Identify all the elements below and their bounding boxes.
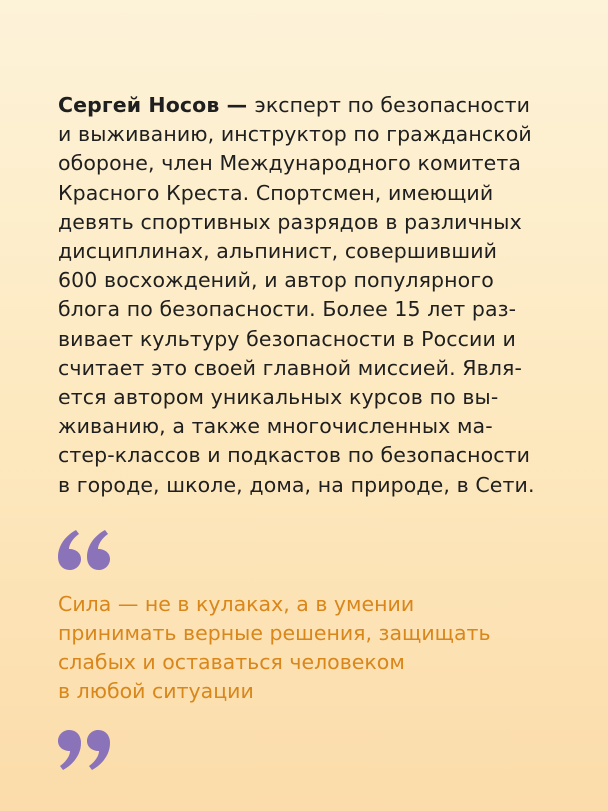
- bio-line: вивает культуру безопасности в России и: [58, 326, 516, 351]
- bio-line: Красного Креста. Спортсмен, имеющий: [58, 180, 494, 205]
- bio-line: блога по безопасности. Более 15 лет раз-: [58, 297, 517, 322]
- bio-line: считает это своей главной миссией. Явля-: [58, 355, 522, 380]
- author-name: Сергей Носов: [58, 93, 220, 117]
- bio-line: живанию, а также многочисленных ма-: [58, 414, 493, 439]
- closing-quote-mark-icon: [56, 728, 116, 772]
- bio-line: стер-классов и подкастов по безопасности: [58, 443, 531, 468]
- quote-line: в любой ситуации: [58, 679, 254, 703]
- bio-line: и выживанию, инструктор по гражданской: [58, 122, 532, 147]
- bio-line: в городе, школе, дома, на природе, в Сети.: [58, 472, 535, 497]
- bio-line: девять спортивных разрядов в различных: [58, 209, 522, 234]
- opening-quote-mark-icon: [56, 528, 116, 572]
- quote-text: [58, 590, 568, 706]
- quote-line: Сила — не в кулаках, а в умении: [58, 592, 415, 616]
- bio-first-line-text: эксперт по безопасности: [254, 93, 531, 117]
- author-dash: —: [219, 93, 255, 117]
- quote-line: слабых и оставаться человеком: [58, 650, 405, 674]
- bio-line: [58, 91, 568, 120]
- bio-line: ется автором уникальных курсов по вы-: [58, 385, 499, 410]
- bio-line: дисциплинах, альпинист, совершивший: [58, 239, 498, 264]
- author-bio: [58, 91, 568, 500]
- bio-line: 600 восхождений, и автор популярного: [58, 268, 494, 293]
- bio-line: обороне, член Международного комитета: [58, 151, 522, 176]
- quote-line: принимать верные решения, защищать: [58, 621, 491, 645]
